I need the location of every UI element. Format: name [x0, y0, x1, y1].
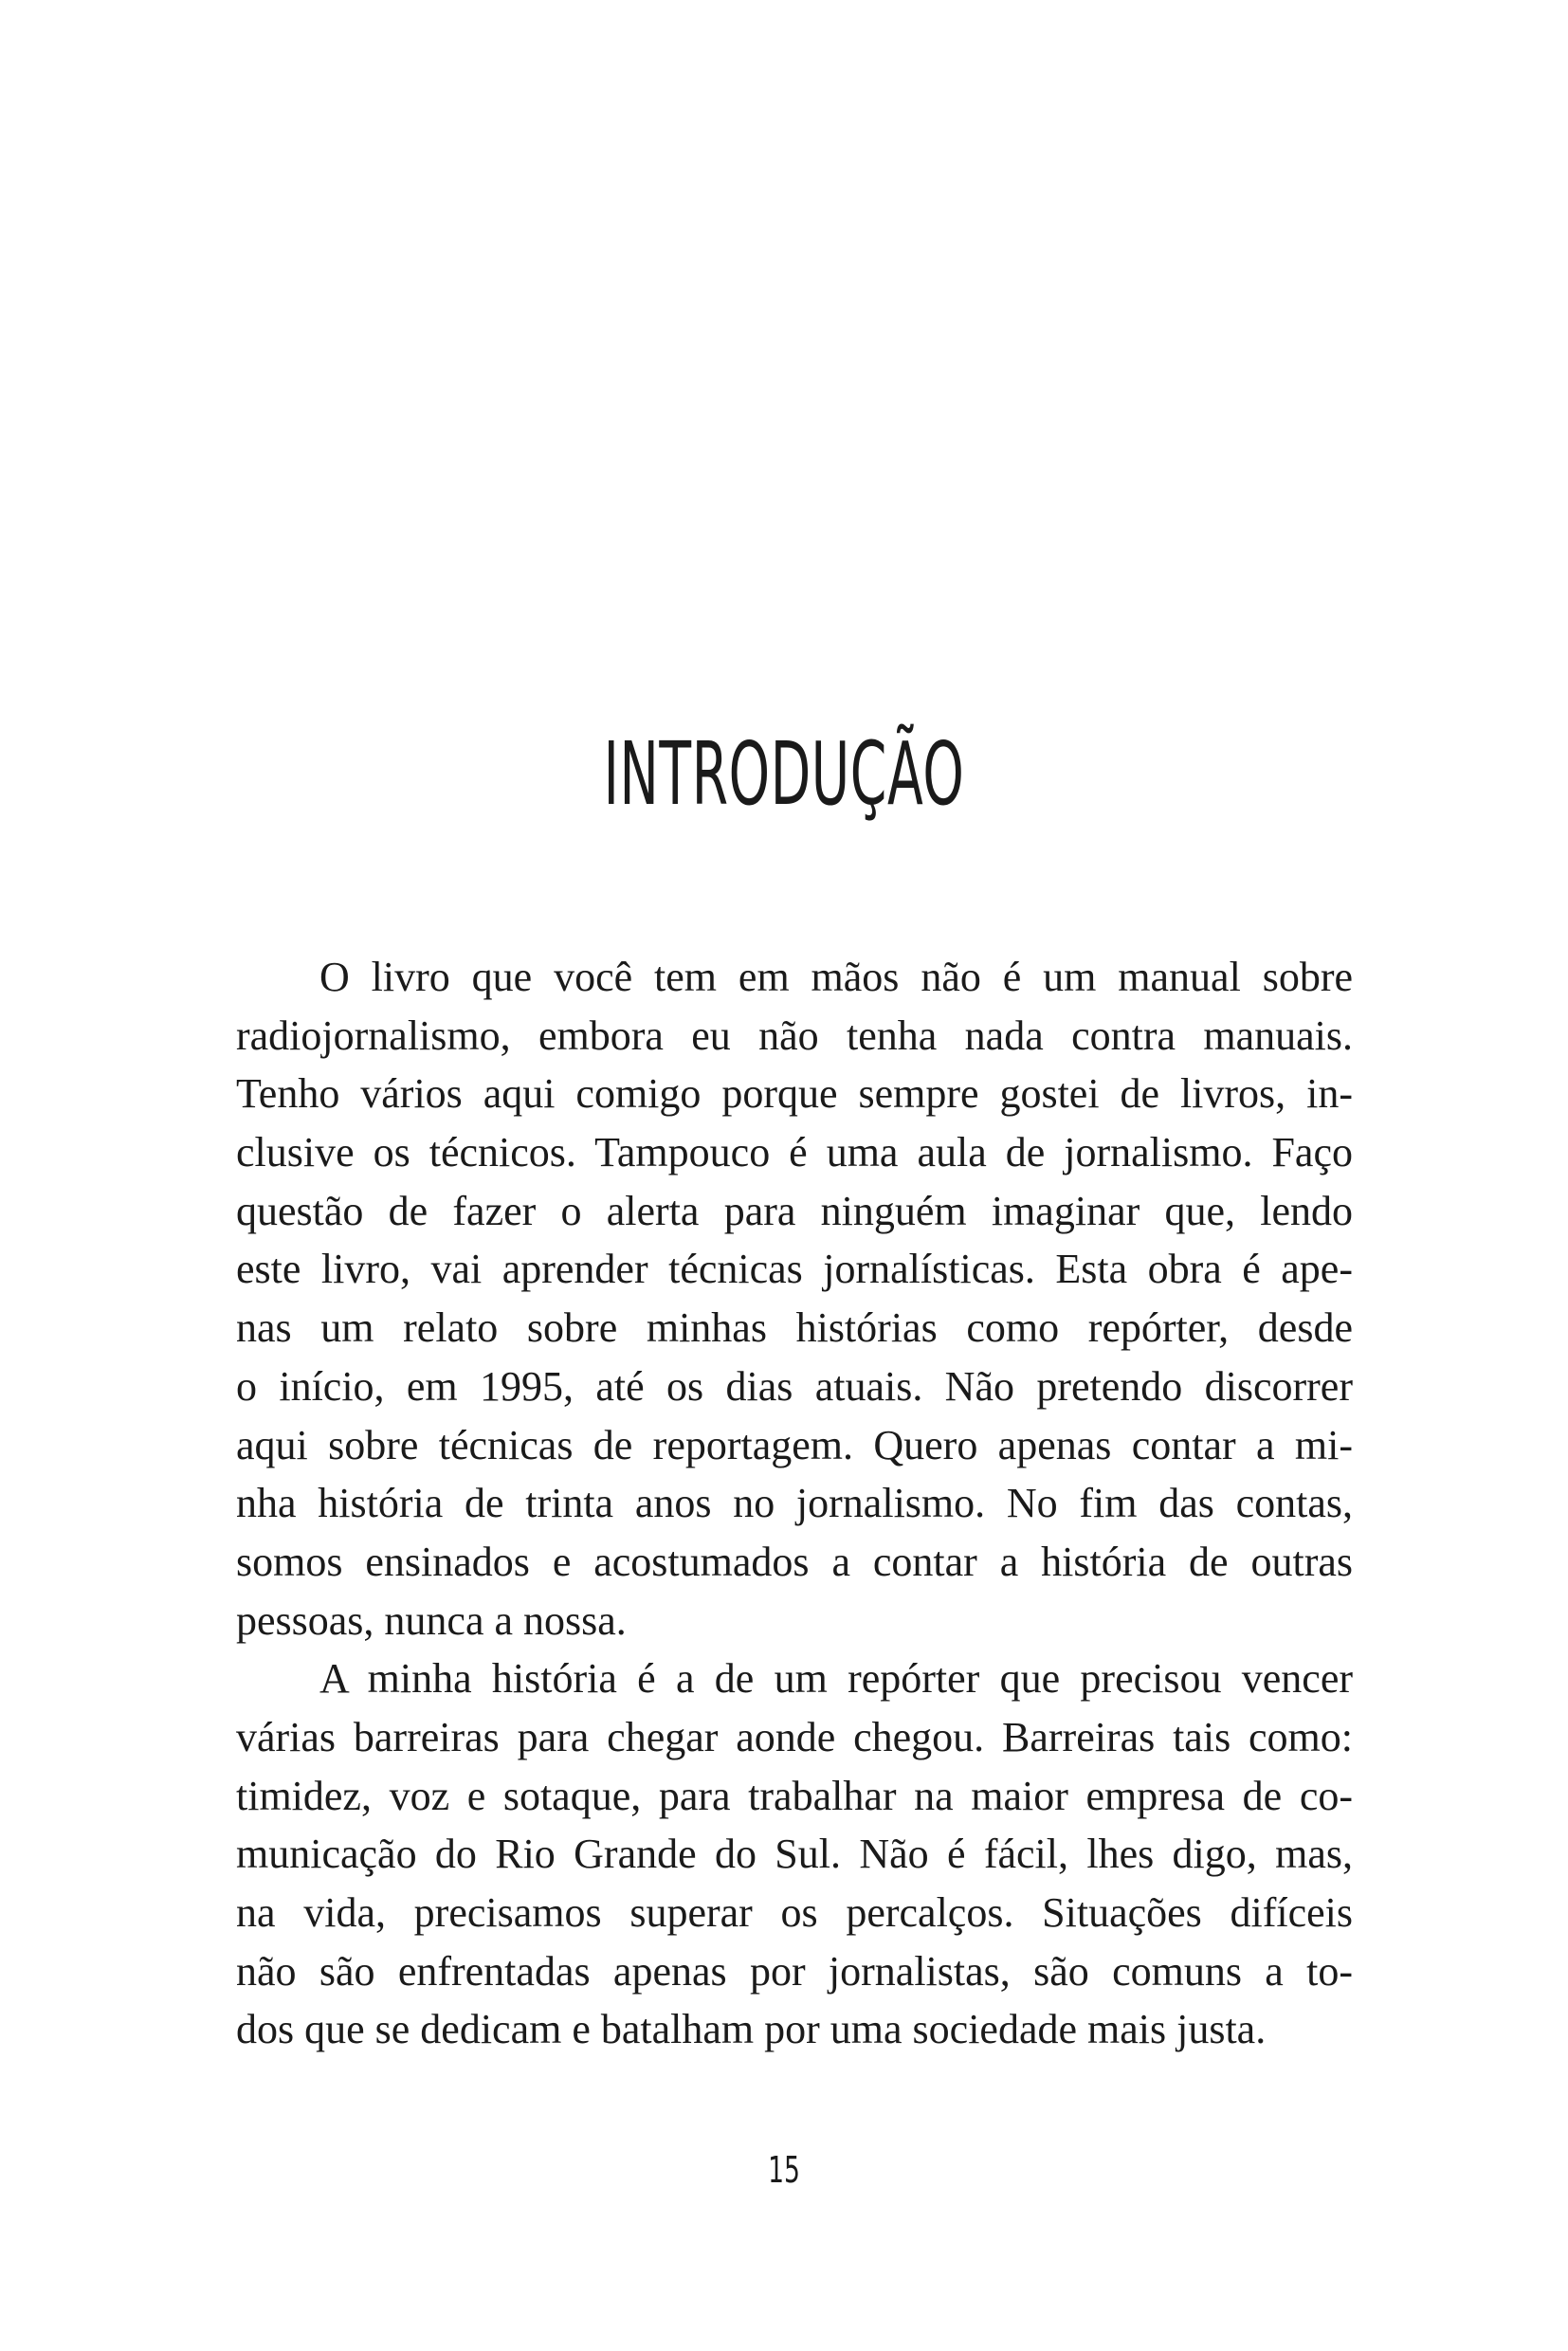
text-line: timidez, voz e sotaque, para trabalhar na maior empresa de co- — [236, 1772, 1353, 1819]
text-line: várias barreiras para chegar aonde chegou. Barreiras tais como: — [236, 1713, 1353, 1760]
text-line: não são enfrentadas apenas por jornalistas, são comuns a to- — [236, 1947, 1353, 1995]
text-line: aqui sobre técnicas de reportagem. Quero apenas contar a mi- — [236, 1421, 1353, 1468]
text-line: pessoas, nunca a nossa. — [236, 1596, 627, 1644]
paragraph-1 — [236, 948, 1353, 1649]
text-line: O livro que você tem em mãos não é um manual sobre — [319, 954, 1353, 1000]
text-line: somos ensinados e acostumados a contar a história de outras — [236, 1538, 1353, 1585]
text-line: dos que se dedicam e batalham por uma sociedade mais justa. — [236, 2006, 1267, 2053]
text-line: nha história de trinta anos no jornalismo. No fim das contas, — [236, 1480, 1353, 1527]
text-line: este livro, vai aprender técnicas jornalísticas. Esta obra é ape- — [236, 1246, 1353, 1293]
text-line: municação do Rio Grande do Sul. Não é fácil, lhes digo, mas, — [236, 1831, 1353, 1878]
text-line: radiojornalismo, embora eu não tenha nada contra manuais. — [236, 1011, 1353, 1059]
text-line: nas um relato sobre minhas histórias como repórter, desde — [236, 1304, 1353, 1352]
text-line: na vida, precisamos superar os percalços. Situações difíceis — [236, 1889, 1353, 1936]
text-line: o início, em 1995, até os dias atuais. Não pretendo discorrer — [236, 1362, 1353, 1410]
chapter-title: INTRODUÇÃO — [603, 723, 965, 825]
text-line: Tenho vários aqui comigo porque sempre gostei de livros, in- — [236, 1070, 1353, 1118]
body-text — [236, 948, 1353, 2059]
text-line: questão de fazer o alerta para ninguém imaginar que, lendo — [236, 1187, 1353, 1234]
text-line: A minha história é a de um repórter que precisou vencer — [319, 1655, 1353, 1703]
page-number: 15 — [768, 2149, 800, 2191]
paragraph-2 — [236, 1649, 1353, 2059]
text-line: clusive os técnicos. Tampouco é uma aula de jornalismo. Faço — [236, 1129, 1353, 1176]
